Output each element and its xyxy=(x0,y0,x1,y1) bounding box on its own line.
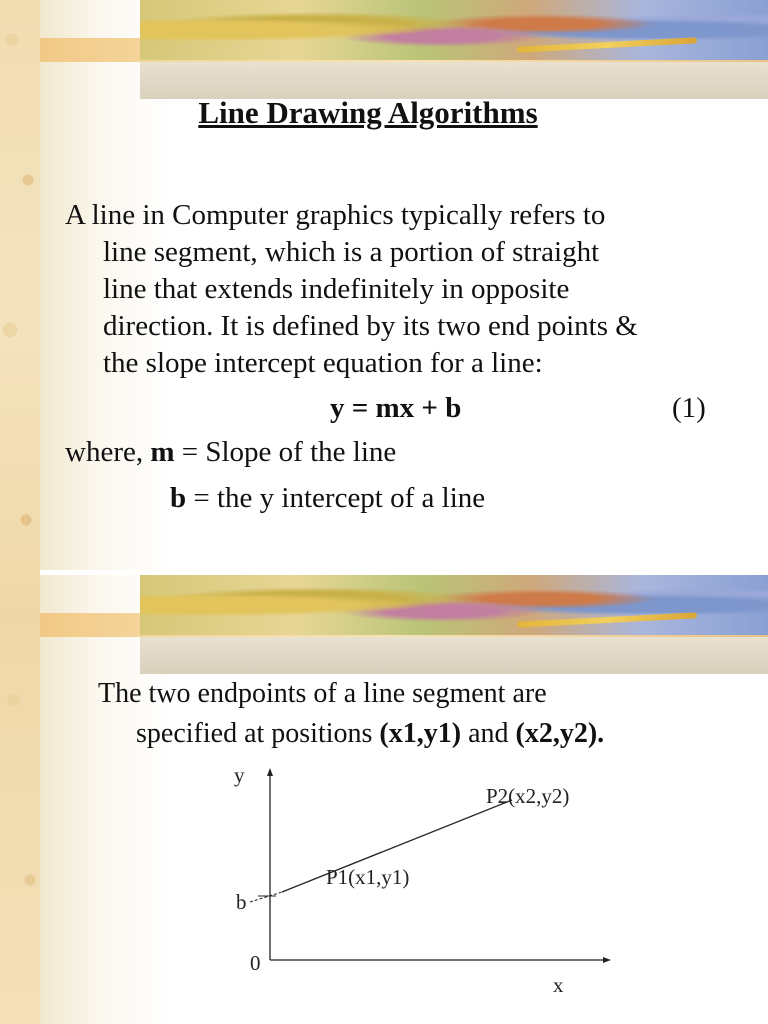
decorative-banner xyxy=(140,575,768,675)
definition-paragraph xyxy=(65,197,638,382)
p1-label: P1(x1,y1) xyxy=(326,865,410,889)
point-2-text: (x2,y2). xyxy=(515,718,605,749)
b-definition xyxy=(170,480,485,517)
y-axis-label: y xyxy=(234,763,245,787)
x-axis-label: x xyxy=(553,973,564,997)
line2-prefix: specified at positions xyxy=(136,718,380,749)
paragraph-line: direction. It is defined by its two end points & xyxy=(103,310,638,342)
banner-flower-image xyxy=(140,575,768,635)
b-symbol: b xyxy=(170,482,187,514)
paragraph-line: A line in Computer graphics typically refers to xyxy=(65,199,606,231)
x-axis-arrow xyxy=(603,957,611,963)
parchment-border xyxy=(0,0,40,1024)
slide-title: Line Drawing Algorithms xyxy=(198,95,538,130)
intercept-label: b xyxy=(236,890,247,914)
equation: y = mx + b xyxy=(330,392,462,424)
and-word: and xyxy=(461,718,516,749)
point-1-text: (x1,y1) xyxy=(379,718,462,749)
paragraph-line: line that extends indefinitely in opposite xyxy=(103,273,570,305)
paragraph-line: the slope intercept equation for a line: xyxy=(103,347,543,379)
m-definition-text: = Slope of the line xyxy=(174,436,397,468)
endpoints-line-2 xyxy=(136,715,604,752)
equation-number: (1) xyxy=(672,392,706,424)
origin-label: 0 xyxy=(250,951,261,975)
banner-flower-image xyxy=(140,0,768,60)
slide-1 xyxy=(40,0,768,570)
paragraph-line: line segment, which is a portion of straight xyxy=(103,236,600,268)
slide-2 xyxy=(40,575,768,1024)
line-segment-diagram xyxy=(220,760,640,1000)
decorative-banner xyxy=(140,0,768,100)
m-definition xyxy=(65,434,396,471)
b-definition-text: = the y intercept of a line xyxy=(186,482,486,514)
y-axis-arrow xyxy=(267,768,273,776)
endpoints-line-1: The two endpoints of a line segment are xyxy=(98,678,547,709)
where-prefix: where, xyxy=(65,436,151,468)
p2-label: P2(x2,y2) xyxy=(486,784,570,808)
intercept-extension xyxy=(250,892,282,902)
m-symbol: m xyxy=(150,436,175,468)
